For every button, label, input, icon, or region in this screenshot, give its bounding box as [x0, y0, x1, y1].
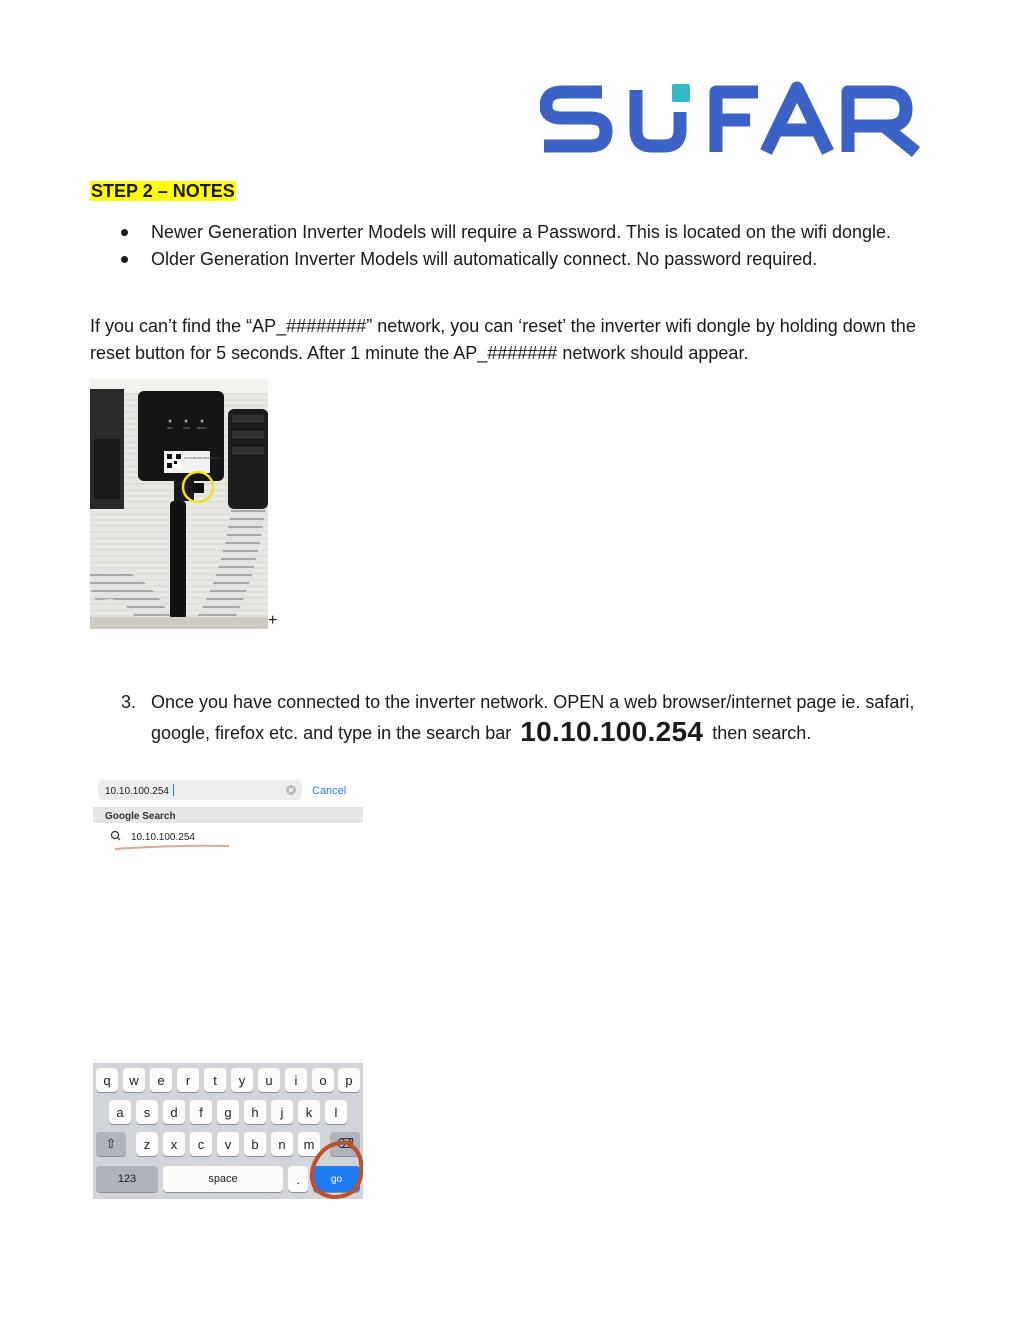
ip-address: 10.10.100.254: [520, 716, 704, 747]
key-k: k: [298, 1100, 320, 1124]
led-label: NET: [167, 426, 173, 430]
key-s: s: [136, 1100, 158, 1124]
key-v: v: [217, 1132, 239, 1156]
sticker-text: SN:1234567890 PASS:12345678: [184, 457, 222, 460]
bullet-icon: [121, 229, 128, 236]
key-g: g: [217, 1100, 239, 1124]
key-i: i: [285, 1068, 307, 1092]
reset-instructions: If you can’t find the “AP_########” network, you can ‘reset’ the inverter wifi dongle by holding down the reset button for 5 seconds. After 1 minute the AP_####### network should appear.: [90, 316, 916, 363]
step-text-end: then search.: [712, 723, 812, 743]
key-u: u: [258, 1068, 280, 1092]
wifi-dongle-photo: [90, 379, 268, 629]
key-d: d: [163, 1100, 185, 1124]
key-o: o: [312, 1068, 334, 1092]
led-label: COM: [183, 426, 190, 430]
plus-mark: +: [268, 612, 278, 629]
step-number: 3.: [121, 692, 137, 712]
search-input: 10.10.100.254: [105, 786, 169, 797]
key-f: f: [190, 1100, 212, 1124]
key-y: y: [231, 1068, 253, 1092]
key-n: n: [271, 1132, 293, 1156]
key-m: m: [298, 1132, 320, 1156]
list-item: Older Generation Inverter Models will automatically connect. No password required.: [90, 246, 910, 273]
key-c: c: [190, 1132, 212, 1156]
key-e: e: [150, 1068, 172, 1092]
numbers-key: 123: [96, 1166, 158, 1192]
search-screenshot: [93, 776, 363, 854]
highlight-circle-annotation: [303, 1137, 363, 1199]
period-key: .: [288, 1166, 308, 1192]
bullet-icon: [121, 256, 128, 263]
key-h: h: [244, 1100, 266, 1124]
key-t: t: [204, 1068, 226, 1092]
notes-list: [90, 219, 910, 273]
text-cursor: [173, 784, 174, 796]
key-z: z: [136, 1132, 158, 1156]
key-a: a: [109, 1100, 131, 1124]
section-label: Google Search: [105, 811, 176, 822]
list-item: Newer Generation Inverter Models will require a Password. This is located on the wifi dongle.: [90, 219, 910, 246]
suggestion-item: 10.10.100.254: [131, 832, 195, 843]
step-text: Once you have connected to the inverter network. OPEN a web browser/internet page ie. safari, google, firefox etc. and type in the search bar: [151, 692, 915, 743]
key-b: b: [244, 1132, 266, 1156]
step-3: [90, 688, 950, 747]
backspace-icon: ⌫: [330, 1132, 360, 1156]
key-q: q: [96, 1068, 118, 1092]
key-r: r: [177, 1068, 199, 1092]
keyboard-screenshot: [93, 1063, 363, 1199]
cancel-button: Cancel: [312, 785, 347, 797]
section-heading: STEP 2 – NOTES: [91, 181, 235, 201]
space-key: space: [163, 1166, 283, 1192]
shift-key: ⇧: [96, 1132, 126, 1156]
key-p: p: [338, 1068, 360, 1092]
key-w: w: [123, 1068, 145, 1092]
key-l: l: [325, 1100, 347, 1124]
go-key: go: [313, 1166, 360, 1192]
sofar-logo: [540, 78, 925, 158]
key-j: j: [271, 1100, 293, 1124]
search-bar-image: [93, 776, 363, 854]
key-x: x: [163, 1132, 185, 1156]
led-label: READY: [197, 426, 208, 430]
